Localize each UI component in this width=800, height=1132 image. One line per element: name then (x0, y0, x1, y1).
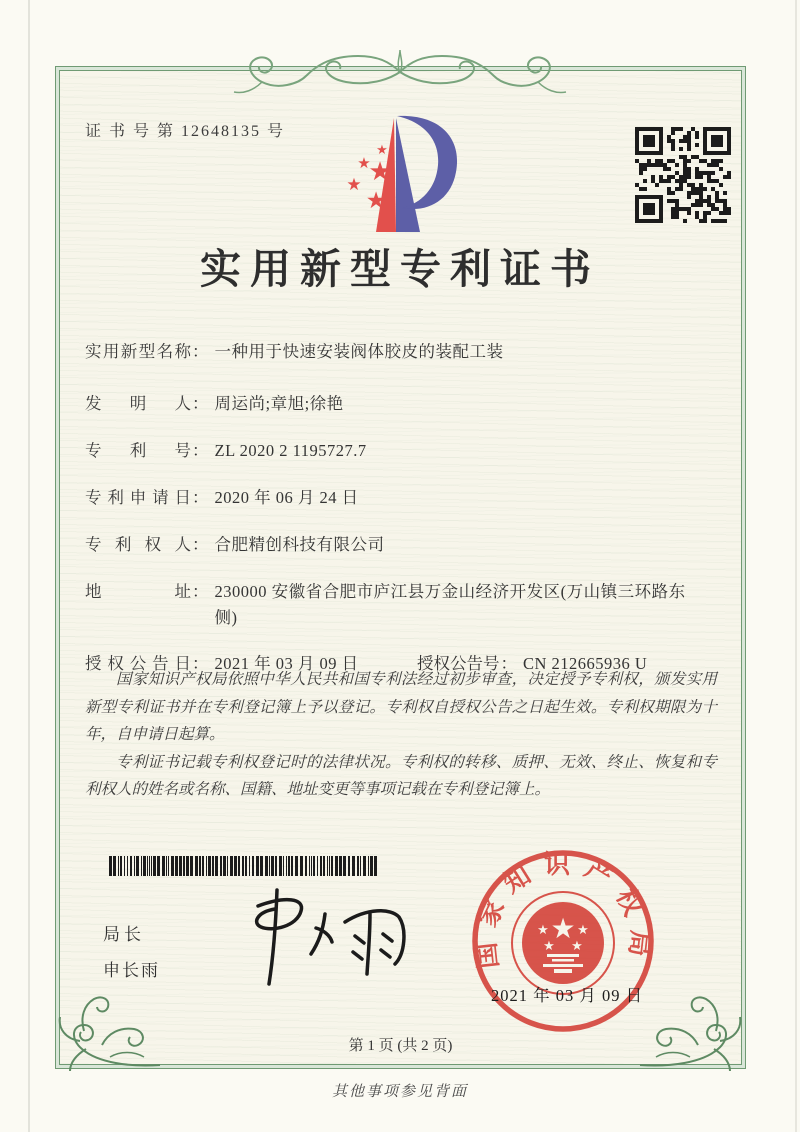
field-label: 发明人 (85, 394, 191, 413)
cnipa-logo-icon (330, 110, 470, 238)
signer-title: 局长 (103, 925, 145, 944)
svg-text:★: ★ (346, 175, 362, 195)
svg-text:★: ★ (376, 143, 388, 158)
field-row-address: 地址： 230000 安徽省合肥市庐江县万金山经济开发区(万山镇三环路东侧) (85, 579, 717, 631)
legal-text (85, 666, 717, 804)
cnipa-official-seal (468, 846, 658, 1036)
certificate-title: 实用新型专利证书 (200, 246, 600, 292)
field-value: 230000 安徽省合肥市庐江县万金山经济开发区(万山镇三环路东侧) (214, 582, 686, 627)
svg-text:★: ★ (368, 157, 392, 187)
svg-text:★: ★ (357, 154, 371, 172)
barcode (109, 856, 381, 876)
svg-text:★: ★ (577, 923, 589, 938)
legal-paragraph-1: 国家知识产权局依照中华人民共和国专利法经过初步审查，决定授予专利权，颁发实用新型专利证书并在专利登记簿上予以登记。专利权自授权公告之日起生效。专利权期限为十年，自申请日起算。 (85, 671, 717, 743)
page-scan-edge-left (28, 0, 30, 1132)
svg-text:★: ★ (550, 912, 576, 945)
field-label: 专利权人 (85, 535, 191, 554)
legal-paragraph-2: 专利证书记载专利权登记时的法律状况。专利权的转移、质押、无效、终止、恢复和专利权人的姓名或名称、国籍、地址变更等事项记载在专利登记簿上。 (85, 753, 717, 798)
seal-agency-text: 国家知识产权局 (470, 850, 656, 970)
back-side-note: 其他事项参见背面 (331, 1084, 468, 1100)
page-scan-edge-right (795, 0, 797, 1132)
director-handwritten-signature (213, 884, 428, 992)
field-value: CN 212665936 U (523, 654, 648, 673)
svg-text:★: ★ (571, 939, 583, 954)
field-value: ZL 2020 2 1195727.7 (214, 441, 367, 460)
signer-name: 申长雨 (103, 961, 160, 980)
svg-text:★: ★ (537, 923, 549, 938)
svg-text:★: ★ (365, 188, 387, 214)
field-value: 2021 年 03 月 09 日 (214, 654, 359, 673)
seal-date: 2021 年 03 月 09 日 (490, 986, 644, 1005)
bottom-left-flourish (50, 993, 162, 1073)
field-label: 专利申请日 (85, 488, 191, 507)
field-row-grant-date: 授权公告日： 2021 年 03 月 09 日 授权公告号： CN 212665936 U (85, 651, 717, 676)
certificate-fields (85, 339, 717, 698)
field-row-inventors: 发明人： 周运尚;章旭;徐艳 (85, 391, 717, 416)
top-flourish-ornament (218, 42, 582, 102)
field-value: 2020 年 06 月 24 日 (214, 488, 359, 507)
field-value: 合肥精创科技有限公司 (214, 535, 385, 554)
svg-text:★: ★ (543, 939, 555, 954)
grant-number-group: 授权公告号： CN 212665936 U (417, 654, 648, 673)
field-row-patentee: 专利权人： 合肥精创科技有限公司 (85, 532, 717, 557)
field-value: 周运尚;章旭;徐艳 (214, 394, 344, 413)
field-label: 实用新型名称 (85, 342, 191, 361)
field-value: 一种用于快速安装阀体胶皮的装配工装 (214, 342, 504, 361)
field-label: 地址 (85, 582, 191, 601)
page-number: 第 1 页 (共 2 页) (348, 1038, 453, 1054)
field-label: 授权公告日 (85, 654, 191, 673)
field-label: 专利号 (85, 441, 191, 460)
field-row-patent-number: 专利号： ZL 2020 2 1195727.7 (85, 438, 717, 463)
field-label: 授权公告号 (417, 654, 500, 673)
qr-code (635, 127, 731, 223)
field-row-filing-date: 专利申请日： 2020 年 06 月 24 日 (85, 485, 717, 510)
certificate-number: 证 书 号 第 12648135 号 (85, 123, 286, 140)
field-row-invention-name: 实用新型名称： 一种用于快速安装阀体胶皮的装配工装 (85, 339, 717, 364)
